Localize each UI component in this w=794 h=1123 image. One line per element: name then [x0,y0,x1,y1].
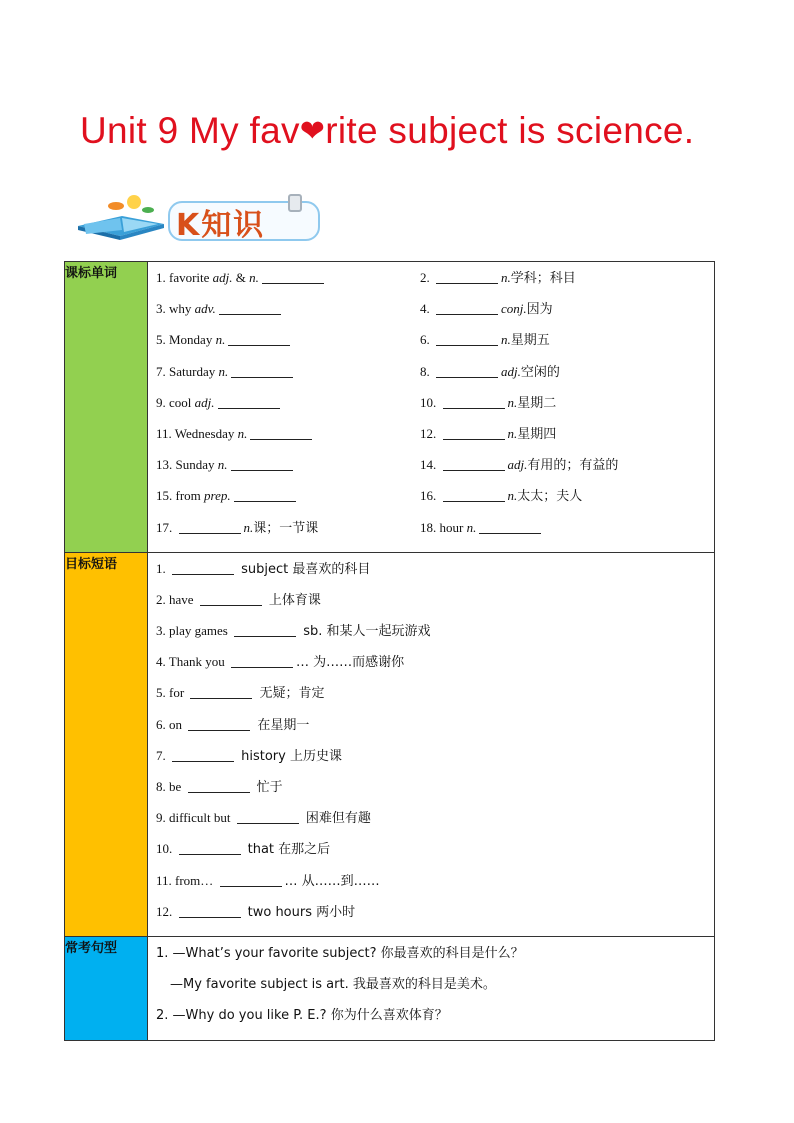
sentence-text: 2. —Why do you like P. E.? 你为什么喜欢体育？ [156,1008,448,1024]
answer-blank[interactable] [172,746,234,762]
vocab-item [420,297,553,322]
heart-icon: ❤ [299,115,326,148]
phrase-row [156,557,714,588]
part-of-speech: adj. [501,363,521,379]
item-text: 11. Wednesday [156,425,238,441]
phrases-section [65,552,715,936]
part-of-speech: adj. [194,394,215,410]
vocab-item [156,453,296,477]
vocab-category: 课标单词 [65,262,148,553]
phrase-meaning: sb. 和某人一起玩游戏 [299,624,431,640]
phrase-row [156,869,714,900]
phrase-text: 3. play games [156,623,232,639]
part-of-speech: adj. [507,457,528,473]
answer-blank[interactable] [231,455,293,471]
answer-blank[interactable] [179,839,241,855]
vocab-item [420,516,544,540]
knowledge-table [64,261,715,1041]
chinese-meaning: 课；一节课 [253,520,319,536]
answer-blank[interactable] [234,486,296,502]
phrase-row [156,650,714,681]
answer-blank[interactable] [188,715,250,731]
phrase-text: 10. [156,841,176,857]
part-of-speech: prep. [204,488,231,504]
answer-blank[interactable] [436,299,498,315]
phrase-row [156,837,714,868]
banner-label: K知识 [176,208,266,243]
title-part2: rite subject is science. [325,110,695,151]
vocab-row [156,391,714,422]
item-text: 13. Sunday [156,457,218,473]
answer-blank[interactable] [228,330,290,346]
vocab-section [65,262,715,553]
phrase-meaning: … 为……而感谢你 [295,655,405,671]
answer-blank[interactable] [188,777,250,793]
item-text: 16. [420,488,440,504]
answer-blank[interactable] [190,683,252,699]
phrase-row [156,900,714,931]
answer-blank[interactable] [172,559,234,575]
part-of-speech: n. [501,270,511,285]
phrase-text: 2. have [156,591,197,607]
part-of-speech: adv. [194,301,216,317]
vocab-item [156,266,327,290]
answer-blank[interactable] [219,299,281,315]
phrase-text: 5. for [156,685,188,701]
sentences-content-cell [148,936,715,1040]
unit-title [80,110,780,166]
part-of-speech: n. [217,457,228,473]
chinese-meaning: 有用的；有益的 [527,458,619,474]
answer-blank[interactable] [443,455,505,471]
item-text: 4. [420,301,433,317]
phrase-text: 6. on [156,716,186,732]
vocab-row [156,422,714,453]
vocab-item [156,484,299,508]
item-text: 2. [420,270,433,285]
answer-blank[interactable] [179,518,241,534]
part-of-speech: n. [466,519,477,535]
answer-blank[interactable] [436,330,498,346]
vocab-item [420,360,560,385]
answer-blank[interactable] [443,393,505,409]
answer-blank[interactable] [237,808,299,824]
item-text: & [232,270,250,285]
answer-blank[interactable] [200,590,262,606]
item-text: 17. [156,519,176,535]
phrase-text: 9. difficult but [156,810,234,826]
answer-blank[interactable] [250,424,312,440]
part-of-speech: adj. [212,270,233,285]
answer-blank[interactable] [262,268,324,284]
phrases-category: 目标短语 [65,552,148,936]
sentence-text: —My favorite subject is art. 我最喜欢的科目是美术。 [170,977,496,993]
vocab-content-cell [148,262,715,553]
chinese-meaning: 学科；科目 [510,271,576,286]
chinese-meaning: 太太；夫人 [517,489,583,505]
vocab-list [148,262,714,552]
answer-blank[interactable] [234,621,296,637]
phrase-meaning: 无疑；肯定 [255,686,325,702]
vocab-row [156,453,714,484]
item-text: 14. [420,457,440,473]
chinese-meaning: 星期五 [510,333,550,349]
vocab-item [156,328,293,352]
phrase-meaning: subject 最喜欢的科目 [237,561,371,577]
part-of-speech: n. [501,332,511,348]
vocab-item [156,360,296,384]
phrase-row [156,806,714,837]
phrase-meaning: 困难但有趣 [301,811,371,827]
phrase-text: 1. [156,560,169,576]
vocab-item [420,484,582,509]
answer-blank[interactable] [479,518,541,534]
vocab-item [420,391,556,416]
sentences-section [65,936,715,1040]
sentence-row [156,972,714,1003]
part-of-speech: n. [249,270,259,285]
answer-blank[interactable] [436,268,498,284]
part-of-speech: n. [218,363,229,379]
title-part1: Unit 9 My fav [80,110,300,151]
chinese-meaning: 因为 [526,302,553,318]
phrases-list [148,553,714,936]
vocab-row [156,516,714,547]
answer-blank[interactable] [443,486,505,502]
phrase-text: 8. be [156,779,185,794]
item-text: 5. Monday [156,332,216,348]
item-text: 6. [420,332,433,348]
paperclip-icon [288,194,302,212]
vocab-row [156,297,714,328]
vocab-row [156,328,714,359]
answer-blank[interactable] [436,362,498,378]
sentence-text: 1. —What’s your favorite subject? 你最喜欢的科目是什么？ [156,945,524,961]
phrase-meaning: history 上历史课 [237,748,342,764]
vocab-item [156,297,284,321]
vocab-row [156,360,714,391]
answer-blank[interactable] [231,652,293,668]
item-text: 8. [420,363,433,379]
phrase-meaning: 忙于 [252,780,283,795]
answer-blank[interactable] [179,902,241,918]
phrase-row [156,619,714,650]
answer-blank[interactable] [231,362,293,378]
vocab-item [156,391,283,415]
phrase-meaning: that 在那之后 [243,842,331,858]
answer-blank[interactable] [220,871,282,887]
part-of-speech: n. [507,425,518,441]
vocab-item [156,516,318,541]
item-text: 15. from [156,488,205,504]
sentences-category: 常考句型 [65,936,148,1040]
item-text: 7. Saturday [156,363,219,379]
phrase-row [156,681,714,712]
phrases-content-cell [148,552,715,936]
item-text: 10. [420,394,440,410]
sentences-list [148,937,714,1040]
answer-blank[interactable] [218,393,280,409]
phrase-text: 11. from… [156,872,217,888]
phrase-meaning: 上体育课 [264,592,321,608]
sentence-row [156,1003,714,1034]
phrase-text: 7. [156,747,169,763]
item-text: 3. why [156,301,195,317]
phrase-meaning: … 从……到…… [284,873,380,889]
part-of-speech: n. [237,425,248,441]
phrase-meaning: 在星期一 [253,717,310,733]
part-of-speech: conj. [501,301,527,317]
phrase-text: 12. [156,903,176,919]
vocab-item [420,328,550,353]
answer-blank[interactable] [443,424,505,440]
phrase-row [156,744,714,775]
part-of-speech: n. [215,332,226,348]
item-text: 9. cool [156,394,195,410]
chinese-meaning: 星期四 [517,426,557,442]
item-text: 1. favorite [156,270,213,285]
vocab-item [420,266,576,291]
vocab-item [156,422,315,446]
vocab-item [420,422,556,447]
part-of-speech: n. [243,519,254,535]
phrase-row [156,775,714,806]
vocab-item [420,453,618,478]
book-icon [72,190,172,246]
phrase-row [156,713,714,744]
part-of-speech: n. [507,394,518,410]
item-text: 18. hour [420,519,467,535]
vocab-row [156,484,714,515]
phrase-row [156,588,714,619]
knowledge-banner [72,190,322,246]
phrase-text: 4. Thank you [156,654,228,670]
part-of-speech: n. [507,488,518,504]
chinese-meaning: 星期二 [517,395,557,411]
phrase-meaning: two hours 两小时 [243,904,356,920]
item-text: 12. [420,425,440,441]
vocab-row [156,266,714,297]
chinese-meaning: 空闲的 [520,364,560,380]
sentence-row [156,941,714,972]
